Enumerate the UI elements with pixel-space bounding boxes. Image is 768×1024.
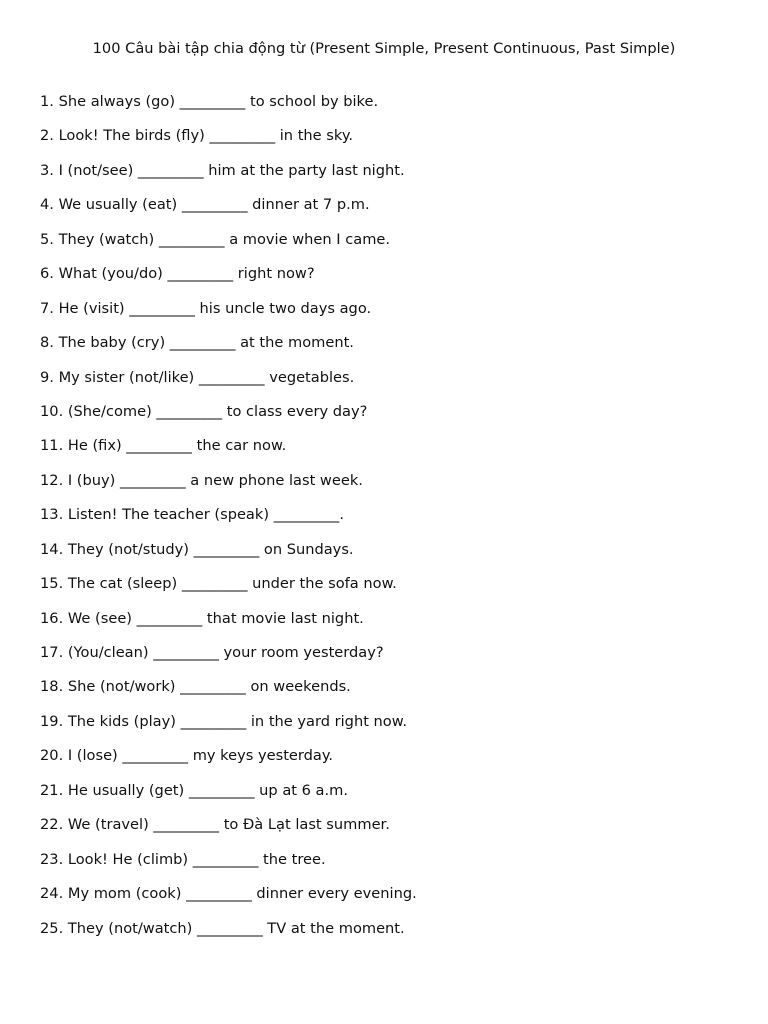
exercise-item: 21. He usually (get) _________ up at 6 a.m.: [40, 781, 348, 799]
exercise-item: 13. Listen! The teacher (speak) _________.: [40, 506, 344, 524]
exercise-list: [40, 92, 740, 953]
document-title: 100 Câu bài tập chia động từ (Present Simple, Present Continuous, Past Simple): [92, 40, 676, 57]
exercise-item: 2. Look! The birds (fly) _________ in the sky.: [40, 127, 354, 145]
exercise-item: 1. She always (go) _________ to school by bike.: [40, 93, 379, 110]
exercise-item: 5. They (watch) _________ a movie when I came.: [40, 230, 391, 248]
exercise-item: 24. My mom (cook) _________ dinner every evening.: [40, 885, 417, 903]
exercise-item: 17. (You/clean) _________ your room yesterday?: [40, 644, 384, 661]
exercise-item: 9. My sister (not/like) _________ vegetables.: [40, 368, 355, 386]
exercise-item: 23. Look! He (climb) _________ the tree.: [40, 850, 326, 868]
exercise-item: 7. He (visit) _________ his uncle two days ago.: [40, 299, 372, 317]
exercise-item: 20. I (lose) _________ my keys yesterday.: [40, 747, 334, 765]
exercise-item: 11. He (fix) _________ the car now.: [40, 437, 287, 455]
exercise-item: 18. She (not/work) _________ on weekends.: [40, 678, 351, 696]
exercise-item: 10. (She/come) _________ to class every day?: [40, 402, 368, 420]
exercise-item: 22. We (travel) _________ to Đà Lạt last summer.: [40, 816, 390, 834]
exercise-item: 14. They (not/study) _________ on Sundays.: [40, 540, 354, 558]
exercise-item: 12. I (buy) _________ a new phone last week.: [40, 471, 363, 489]
exercise-item: 8. The baby (cry) _________ at the moment.: [40, 334, 354, 352]
exercise-item: 16. We (see) _________ that movie last night.: [40, 609, 364, 627]
exercise-item: 19. The kids (play) _________ in the yard right now.: [40, 712, 407, 730]
exercise-item: 4. We usually (eat) _________ dinner at 7 p.m.: [40, 196, 370, 214]
exercise-item: 15. The cat (sleep) _________ under the sofa now.: [40, 575, 397, 593]
exercise-item: 3. I (not/see) _________ him at the party last night.: [40, 161, 405, 179]
exercise-item: 25. They (not/watch) _________ TV at the moment.: [40, 919, 405, 937]
exercise-item: 6. What (you/do) _________ right now?: [40, 265, 315, 283]
